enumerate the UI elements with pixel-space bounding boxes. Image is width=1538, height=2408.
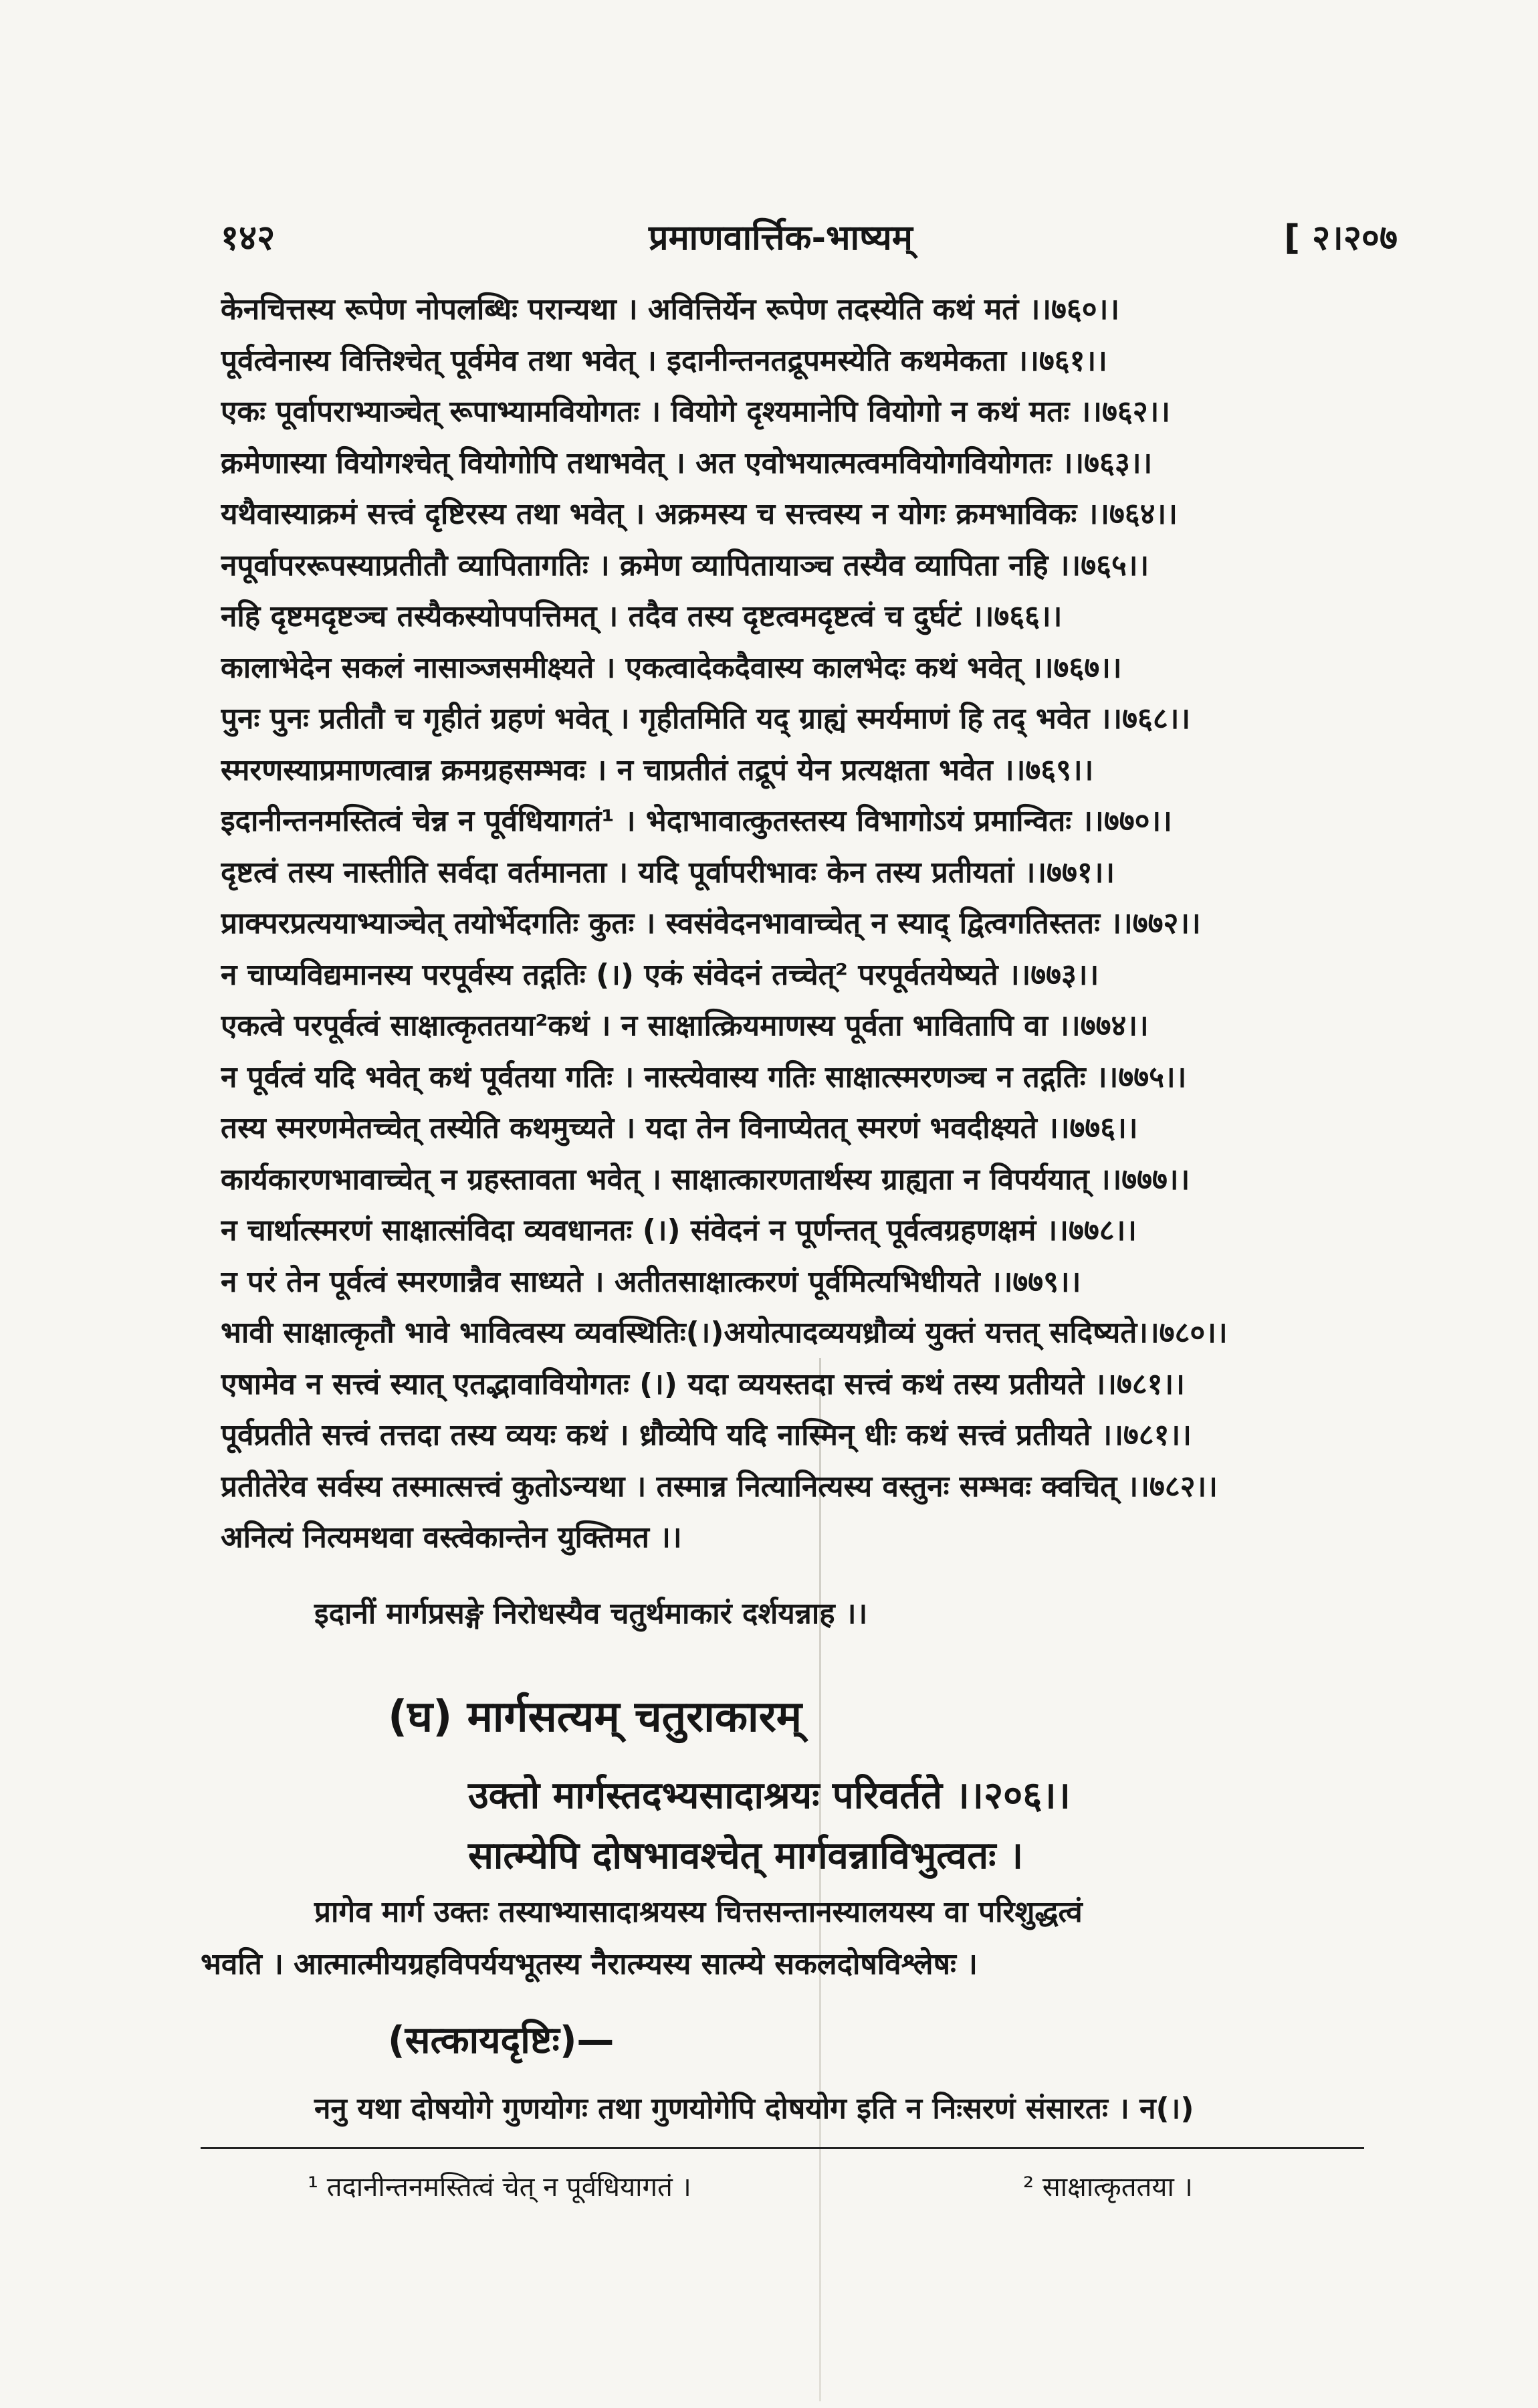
verse-line: प्रतीतेरेव सर्वस्य तस्मात्सत्त्वं कुतोऽन्यथा । तस्मान्न नित्यानित्यस्य वस्तुनः सम्भवः क्वचित् ।।७८२।। (221, 1469, 1218, 1504)
verse-line: न चार्थात्स्मरणं साक्षात्संविदा व्यवधानतः (।) संवेदनं न पूर्णन्तत् पूर्वत्वग्रहणक्षमं ।।७७८।। (221, 1213, 1137, 1247)
intro-line: इदानीं मार्गप्रसङ्गे निरोधस्यैव चतुर्थमाकारं दर्शयन्नाह ।। (314, 1597, 868, 1631)
verse-line: एकत्वे परपूर्वत्वं साक्षात्कृततया²कथं । न साक्षात्क्रियमाणस्य पूर्वता भावितापि वा ।।७७४।। (221, 1009, 1149, 1043)
footnotes (308, 2167, 1311, 2204)
verse-line: दृष्टत्वं तस्य नास्तीति सर्वदा वर्तमानता । यदि पूर्वापरीभावः केन तस्य प्रतीयतां ।।७७१।। (221, 855, 1115, 890)
verse-line: एकः पूर्वापराभ्याञ्चेत् रूपाभ्यामवियोगतः । वियोगे दृश्यमानेपि वियोगो न कथं मतः ।।७६२।। (221, 395, 1170, 429)
verse-line: अनित्यं नित्यमथवा वस्त्वेकान्तेन युक्तिमत ।। (221, 1520, 682, 1554)
verse-line: कालाभेदेन सकलं नासाञ्जसमीक्ष्यते । एकत्वादेकदैवास्य कालभेदः कथं भवेत् ।।७६७।। (221, 650, 1122, 685)
verse-line: एषामेव न सत्त्वं स्यात् एतद्भावावियोगतः (।) यदा व्ययस्तदा सत्त्वं कथं तस्य प्रतीयते ।।७८१।। (221, 1367, 1185, 1401)
subheading: (सत्कायदृष्टिः)— (388, 2019, 615, 2062)
running-title: प्रमाणवार्त्तिक-भाष्यम् (649, 218, 913, 258)
running-header (221, 213, 1398, 266)
commentary-line: भवति । आत्मात्मीयग्रहविपर्ययभूतस्य नैरात्म्यस्य सात्म्ये सकलदोषविश्लेषः । (201, 1947, 978, 1981)
karika-line: उक्तो मार्गस्तदभ्यसादाश्रयः परिवर्तते ।।२०६।। (468, 1774, 1071, 1817)
verse-line: पूर्वत्वेनास्य वित्तिश्चेत् पूर्वमेव तथा भवेत् । इदानीन्तनतद्रूपमस्येति कथमेकता ।।७६१।। (221, 343, 1107, 378)
verse-line: पुनः पुनः प्रतीतौ च गृहीतं ग्रहणं भवेत् । गृहीतमिति यद् ग्राह्यं स्मर्यमाणं हि तद् भवेत ।।७६८।। (221, 702, 1191, 736)
footnote-2: ² साक्षात्कृततया । (1023, 2172, 1193, 2203)
commentary-last-line: ननु यथा दोषयोगे गुणयोगः तथा गुणयोगेपि दोषयोग इति न निःसरणं संसारतः । न(।) (314, 2092, 1194, 2126)
footnote-1: ¹ तदानीन्तनमस्तित्वं चेत् न पूर्वधियागतं । (308, 2172, 691, 2203)
commentary-line: प्रागेव मार्ग उक्तः तस्याभ्यासादाश्रयस्य चित्तसन्तानस्यालयस्य वा परिशुद्धत्वं (314, 1895, 1083, 1929)
verse-line: न परं तेन पूर्वत्वं स्मरणान्नैव साध्यते । अतीतसाक्षात्करणं पूर्वमित्यभिधीयते ।।७७९।। (221, 1264, 1081, 1299)
verse-line: इदानीन्तनमस्तित्वं चेन्न न पूर्वधियागतं¹ । भेदाभावात्कुतस्तस्य विभागोऽयं प्रमान्वितः ।।७७०।। (221, 804, 1172, 838)
karika-line: सात्म्येपि दोषभावश्चेत् मार्गवन्नाविभुत्वतः । (468, 1834, 1024, 1878)
commentary-block (201, 1886, 1351, 1991)
verse-line: न चाप्यविद्यमानस्य परपूर्वस्य तद्गतिः (।) एकं संवेदनं तच्चेत्² परपूर्वतयेष्यते ।।७७३।। (221, 957, 1099, 992)
verse-line: तस्य स्मरणमेतच्चेत् तस्येति कथमुच्यते । यदा तेन विनाप्येतत् स्मरणं भवदीक्ष्यते ।।७७६।। (221, 1111, 1138, 1145)
verse-line: भावी साक्षात्कृतौ भावे भावित्वस्य व्यवस्थितिः(।)अयोत्पादव्ययध्रौव्यं युक्तं यत्तत् सदिष्यते।।७८०।। (221, 1316, 1228, 1350)
verse-line: कार्यकारणभावाच्चेत् न ग्रहस्तावता भवेत् । साक्षात्कारणतार्थस्य ग्राह्यता न विपर्ययात् ।।७७७।। (221, 1162, 1190, 1197)
page-number: १४२ (221, 218, 276, 258)
verse-line: पूर्वप्रतीते सत्त्वं तत्तदा तस्य व्ययः कथं । ध्रौव्येपि यदि नास्मिन् धीः कथं सत्त्वं प्रतीयते ।।७८१।। (221, 1418, 1192, 1452)
footnote-rule (201, 2147, 1364, 2149)
verse-block (221, 284, 1357, 1564)
verse-line: नपूर्वापररूपस्याप्रतीतौ व्यापितागतिः । क्रमेण व्यापितायाञ्च तस्यैव व्यापिता नहि ।।७६५।। (221, 548, 1149, 583)
verse-line: प्राक्परप्रत्ययाभ्याञ्चेत् तयोर्भेदगतिः कुतः । स्वसंवेदनभावाच्चेत् न स्याद् द्वित्वगतिस्ततः ।।७७२।। (221, 906, 1201, 940)
verse-line: न पूर्वत्वं यदि भवेत् कथं पूर्वतया गतिः । नास्त्येवास्य गतिः साक्षात्स्मरणञ्च न तद्गतिः ।।७७५।। (221, 1060, 1187, 1094)
verse-line: क्रमेणास्या वियोगश्चेत् वियोगोपि तथाभवेत् । अत एवोभयात्मत्वमवियोगवियोगतः ।।७६३।। (221, 445, 1153, 480)
verse-line: नहि दृष्टमदृष्टञ्च तस्यैकस्योपपत्तिमत् । तदैव तस्य दृष्टत्वमदृष्टत्वं च दुर्घटं ।।७६६।। (221, 599, 1063, 633)
verse-line: स्मरणस्याप्रमाणत्वान्न क्रमग्रहसम्भवः । न चाप्रतीतं तद्रूपं येन प्रत्यक्षता भवेत ।।७६९।। (221, 752, 1094, 787)
verse-line: यथैवास्याक्रमं सत्त्वं दृष्टिरस्य तथा भवेत् । अक्रमस्य च सत्त्वस्य न योगः क्रमभाविकः ।।७६४।। (221, 497, 1178, 531)
section-heading: (घ) मार्गसत्यम् चतुराकारम् (388, 1692, 802, 1742)
section-reference: [ २।२०७ (1284, 218, 1398, 258)
karika-block (468, 1766, 1337, 1886)
verse-line: केनचित्तस्य रूपेण नोपलब्धिः परान्यथा । अवित्तिर्येन रूपेण तदस्येति कथं मतं ।।७६०।। (221, 292, 1120, 326)
